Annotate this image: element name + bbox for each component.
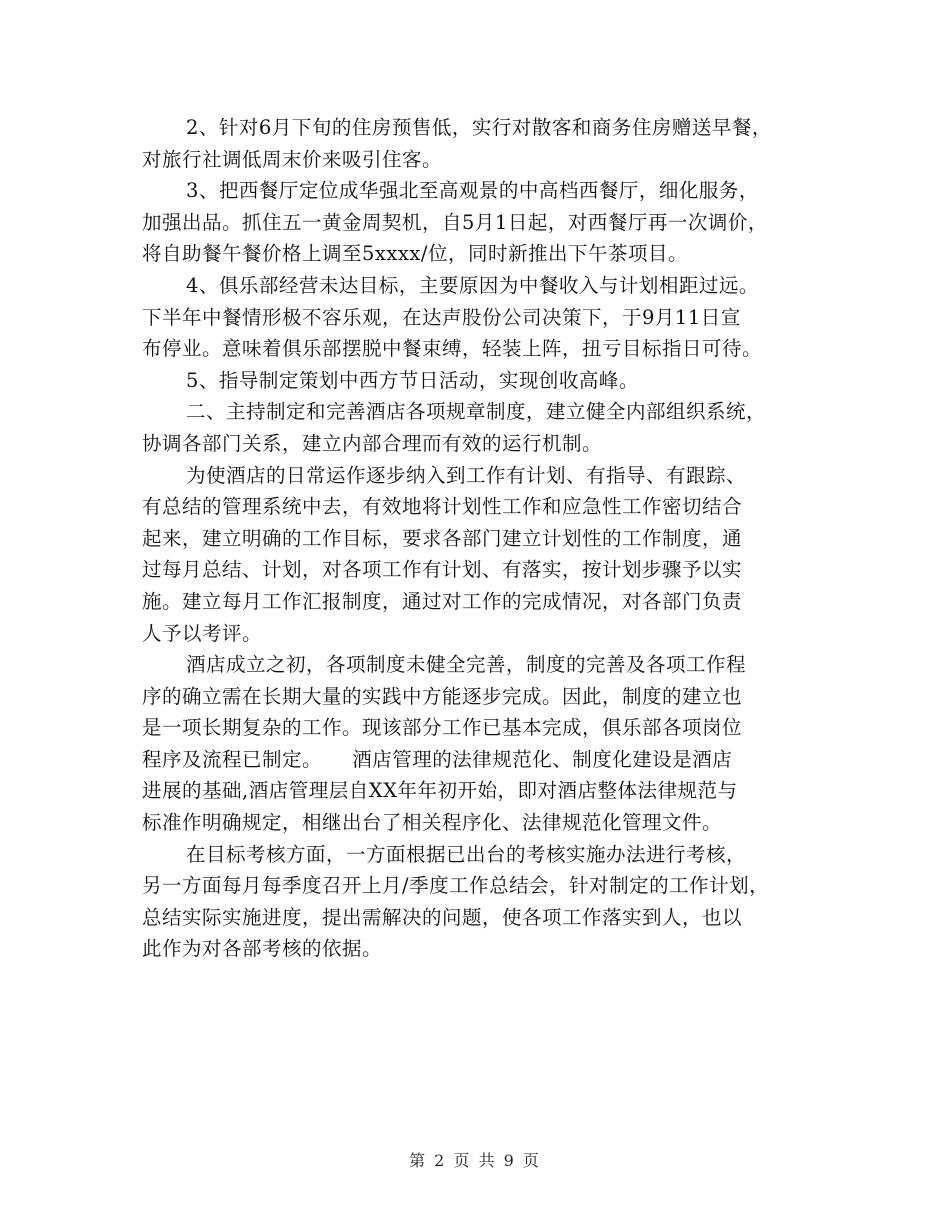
text-line: 在目标考核方面，一方面根据已出台的考核实施办法进行考核， bbox=[186, 842, 747, 866]
text-line: 为使酒店的日常运作逐步纳入到工作有计划、有指导、有跟踪、 bbox=[186, 463, 747, 487]
document-body bbox=[142, 112, 832, 965]
text-line: 此作为对各部考核的依据。 bbox=[142, 937, 383, 961]
text-line: 起来，建立明确的工作目标，要求各部门建立计划性的工作制度，通 bbox=[142, 526, 743, 550]
text-line: 3、把西餐厅定位成华强北至高观景的中高档西餐厅，细化服务， bbox=[186, 179, 759, 203]
text-line: 5、指导制定策划中西方节日活动，实现创收高峰。 bbox=[186, 368, 639, 392]
text-line: 人予以考评。 bbox=[142, 621, 263, 645]
text-line: 施。建立每月工作汇报制度，通过对工作的完成情况，对各部门负责 bbox=[142, 589, 743, 613]
text-line: 加强出品。抓住五一黄金周契机，自5月1日起，对西餐厅再一次调价， bbox=[142, 210, 768, 234]
text-line: 酒店成立之初，各项制度未健全完善，制度的完善及各项工作程 bbox=[186, 653, 747, 677]
text-line: 进展的基础,酒店管理层自XX年年初开始，即对酒店整体法律规范与 bbox=[142, 779, 738, 803]
text-line: 协调各部门关系，建立内部合理而有效的运行机制。 bbox=[142, 431, 603, 455]
text-line: 下半年中餐情形极不容乐观，在达声股份公司决策下，于9月11日宣 bbox=[142, 305, 741, 329]
page-footer: 第 2 页 共 9 页 bbox=[409, 1151, 541, 1170]
text-line: 2、针对6月下旬的住房预售低，实行对散客和商务住房赠送早餐， bbox=[186, 116, 772, 139]
text-line: 二、主持制定和完善酒店各项规章制度，建立健全内部组织系统， bbox=[186, 400, 767, 424]
text-line: 标准作明确规定，相继出台了相关程序化、法律规范化管理文件。 bbox=[142, 811, 723, 835]
text-line: 另一方面每月每季度召开上月/季度工作总结会，针对制定的工作计划， bbox=[142, 874, 770, 898]
text-line: 是一项长期复杂的工作。现该部分工作已基本完成，俱乐部各项岗位 bbox=[142, 716, 743, 740]
text-line: 布停业。意味着俱乐部摆脱中餐束缚，轻装上阵，扭亏目标指日可待。 bbox=[142, 337, 763, 361]
text-line: 过每月总结、计划，对各项工作有计划、有落实，按计划步骤予以实 bbox=[142, 558, 743, 582]
text-line: 将自助餐午餐价格上调至5xxxx/位，同时新推出下午茶项目。 bbox=[142, 242, 688, 266]
text-line: 程序及流程已制定。 酒店管理的法律规范化、制度化建设是酒店 bbox=[142, 747, 733, 771]
text-line: 序的确立需在长期大量的实践中方能逐步完成。因此，制度的建立也 bbox=[142, 684, 743, 708]
text-line: 有总结的管理系统中去，有效地将计划性工作和应急性工作密切结合 bbox=[142, 495, 743, 519]
text-line: 总结实际实施进度，提出需解决的问题，使各项工作落实到人，也以 bbox=[142, 905, 743, 929]
text-line: 4、俱乐部经营未达目标，主要原因为中餐收入与计划相距过远。 bbox=[186, 273, 759, 297]
text-line: 对旅行社调低周末价来吸引住客。 bbox=[142, 147, 443, 171]
